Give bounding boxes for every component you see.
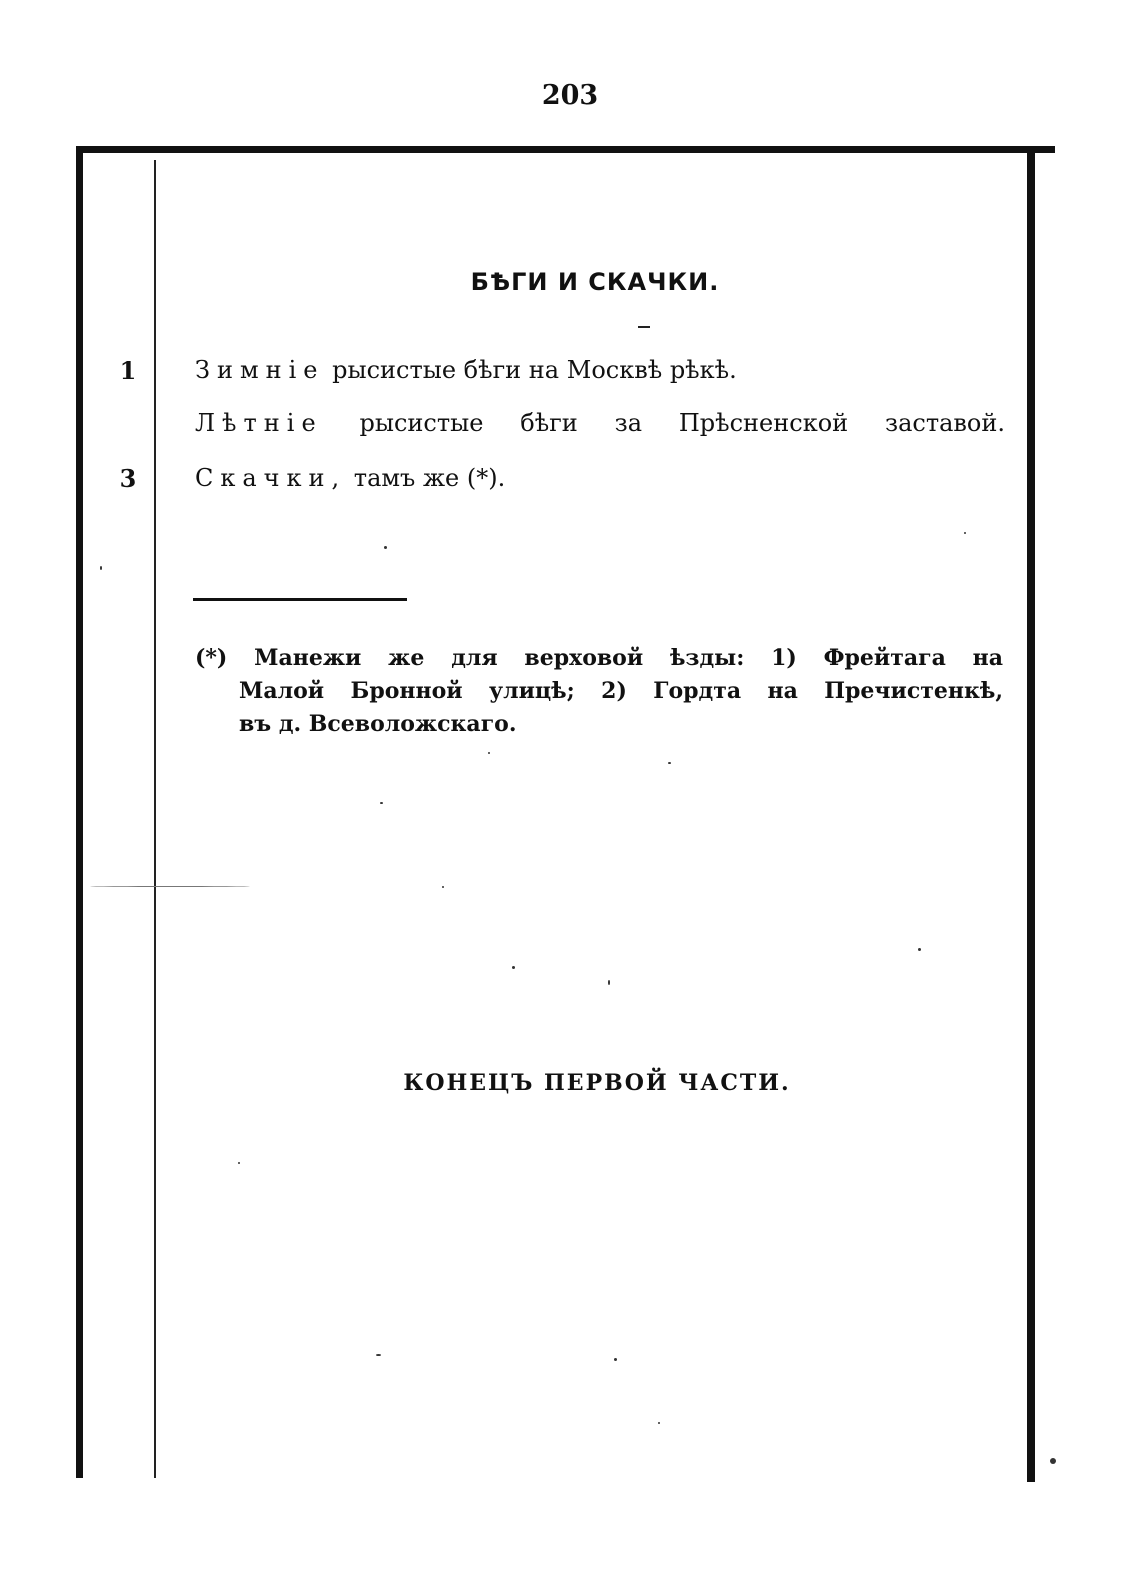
frame-left-border [76, 146, 83, 1478]
frame-top-border [78, 146, 1055, 153]
entry-number: 3 [119, 464, 137, 493]
scan-speck [658, 1422, 660, 1424]
scan-speck [614, 1358, 617, 1361]
scan-speck [90, 886, 250, 887]
entry-lead: Зимніе [195, 356, 325, 384]
title-dash [638, 326, 650, 328]
scan-speck [1050, 1458, 1056, 1464]
entry-rest: тамъ же (*). [346, 464, 506, 492]
entry-text [195, 409, 1005, 437]
footnote-line: въ д. Всеволожскаго. [239, 711, 517, 737]
entry-rest: рысистые бѣги за Прѣсненской заставой. [322, 409, 1005, 437]
scan-speck [488, 752, 490, 754]
scan-speck [380, 802, 383, 804]
closing-text: КОНЕЦЪ ПЕРВОЙ ЧАСТИ. [403, 1070, 791, 1096]
entry-row [0, 356, 1140, 396]
footnote-line: Малой Бронной улицѣ; 2) Гордта на Пречистенкѣ, [239, 678, 1003, 704]
scan-speck [376, 1354, 381, 1356]
entry-text [195, 464, 1005, 492]
entry-lead: Скачки, [195, 464, 347, 492]
page-number: 203 [541, 80, 599, 111]
scan-speck [608, 980, 610, 985]
entry-row [0, 409, 1140, 449]
entry-number: 1 [119, 356, 137, 385]
scan-speck [668, 762, 671, 764]
scan-speck [512, 966, 515, 969]
footnote-rule [193, 598, 407, 601]
scan-speck [100, 566, 102, 570]
scan-speck [964, 532, 966, 534]
entry-rest: рысистые бѣги на Москвѣ рѣкѣ. [324, 356, 737, 384]
scan-speck [384, 546, 387, 549]
scan-speck [442, 886, 444, 888]
entry-lead: Лѣтніе [195, 409, 323, 437]
entry-row [0, 464, 1140, 504]
entry-text [195, 356, 1005, 384]
scan-speck [238, 1162, 240, 1164]
footnote-line: (*) Манежи же для верховой ѣзды: 1) Фрейтага на [195, 645, 1003, 671]
footnote [195, 642, 1003, 741]
section-title: БѢГИ И СКАЧКИ. [470, 268, 720, 296]
frame-right-border [1027, 146, 1035, 1482]
scan-speck [918, 948, 921, 951]
